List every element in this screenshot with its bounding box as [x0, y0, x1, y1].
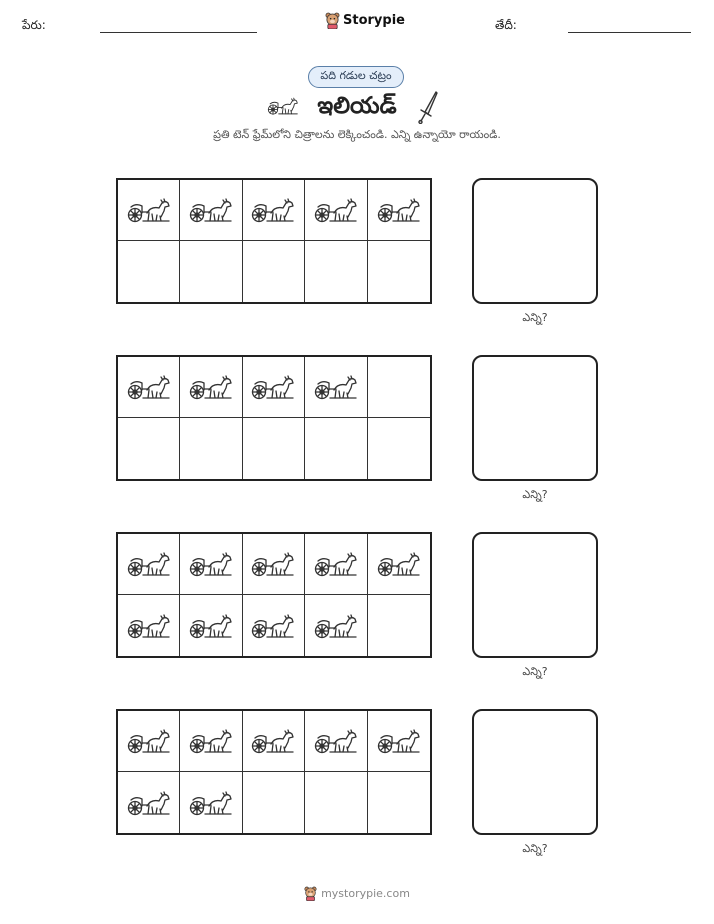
ten-frame-cell	[118, 772, 180, 833]
bear-mascot-icon	[304, 886, 317, 901]
ten-frame-cell	[118, 241, 180, 302]
ten-frame-cell	[243, 772, 305, 833]
ten-frame-cell	[243, 180, 305, 241]
date-line[interactable]	[568, 32, 691, 33]
chariot-icon	[377, 550, 421, 578]
ten-frame-cell	[180, 534, 242, 595]
ten-frame-cell	[243, 595, 305, 656]
ten-frame-cell	[305, 711, 367, 772]
ten-frame-cell	[305, 772, 367, 833]
chariot-icon	[127, 789, 171, 817]
ten-frame-cell	[305, 595, 367, 656]
answer-box[interactable]	[472, 709, 598, 835]
ten-frame-cell	[243, 357, 305, 418]
ten-frame-cell	[368, 241, 430, 302]
ten-frame-cell	[368, 418, 430, 479]
ten-frame-cell	[118, 711, 180, 772]
chariot-icon	[377, 727, 421, 755]
ten-frame-cell	[180, 418, 242, 479]
chariot-icon	[251, 550, 295, 578]
ten-frame-cell	[243, 418, 305, 479]
chariot-icon	[314, 373, 358, 401]
ten-frame	[116, 709, 432, 835]
ten-frame-cell	[368, 534, 430, 595]
ten-frame-cell	[368, 772, 430, 833]
ten-frame-cell	[118, 418, 180, 479]
date-label: తేదీ:	[495, 18, 517, 32]
ten-frame-cell	[305, 534, 367, 595]
ten-frame-cell	[368, 595, 430, 656]
chariot-icon	[314, 550, 358, 578]
ten-frame-cell	[118, 595, 180, 656]
ten-frame-cell	[368, 180, 430, 241]
name-line[interactable]	[100, 32, 257, 33]
worksheet-badge: పది గడుల చట్రం	[308, 66, 404, 88]
chariot-icon	[314, 612, 358, 640]
ten-frame	[116, 355, 432, 481]
ten-frame	[116, 532, 432, 658]
sword-icon	[416, 90, 440, 124]
how-many-label: ఎన్ని?	[522, 311, 548, 324]
name-label: పేరు:	[22, 18, 46, 32]
ten-frame-cell	[180, 772, 242, 833]
ten-frame-cell	[118, 357, 180, 418]
chariot-icon	[189, 373, 233, 401]
chariot-icon	[127, 612, 171, 640]
bear-mascot-icon	[325, 12, 340, 29]
answer-box[interactable]	[472, 178, 598, 304]
chariot-icon	[267, 96, 299, 116]
ten-frame-cell	[243, 711, 305, 772]
page-title: ఇలియడ్	[317, 93, 397, 119]
chariot-icon	[189, 196, 233, 224]
chariot-icon	[251, 373, 295, 401]
ten-frame-cell	[305, 180, 367, 241]
footer	[0, 886, 714, 901]
how-many-label: ఎన్ని?	[522, 665, 548, 678]
chariot-icon	[127, 727, 171, 755]
ten-frame-cell	[180, 180, 242, 241]
chariot-icon	[251, 727, 295, 755]
ten-frame-cell	[243, 534, 305, 595]
ten-frame-cell	[180, 595, 242, 656]
chariot-icon	[127, 550, 171, 578]
ten-frame	[116, 178, 432, 304]
ten-frame-cell	[118, 534, 180, 595]
footer-url: mystorypie.com	[321, 887, 410, 900]
chariot-icon	[377, 196, 421, 224]
chariot-icon	[251, 612, 295, 640]
chariot-icon	[314, 727, 358, 755]
ten-frame-cell	[180, 357, 242, 418]
ten-frame-cell	[118, 180, 180, 241]
ten-frame-cell	[368, 711, 430, 772]
chariot-icon	[127, 373, 171, 401]
answer-box[interactable]	[472, 532, 598, 658]
how-many-label: ఎన్ని?	[522, 842, 548, 855]
ten-frame-cell	[305, 357, 367, 418]
ten-frame-cell	[305, 418, 367, 479]
ten-frame-cell	[180, 711, 242, 772]
title-row	[0, 88, 714, 124]
instructions: ప్రతి టెన్ ఫ్రేమ్‌లోని చిత్రాలను లెక్కించండి. ఎన్ని ఉన్నాయో రాయండి.	[213, 128, 501, 141]
ten-frame-cell	[243, 241, 305, 302]
ten-frame-cell	[305, 241, 367, 302]
chariot-icon	[251, 196, 295, 224]
chariot-icon	[314, 196, 358, 224]
chariot-icon	[189, 550, 233, 578]
chariot-icon	[189, 789, 233, 817]
brand-name: Storypie	[343, 13, 405, 28]
ten-frame-cell	[180, 241, 242, 302]
ten-frame-cell	[368, 357, 430, 418]
chariot-icon	[189, 727, 233, 755]
how-many-label: ఎన్ని?	[522, 488, 548, 501]
brand-logo	[325, 12, 405, 29]
chariot-icon	[189, 612, 233, 640]
chariot-icon	[127, 196, 171, 224]
answer-box[interactable]	[472, 355, 598, 481]
